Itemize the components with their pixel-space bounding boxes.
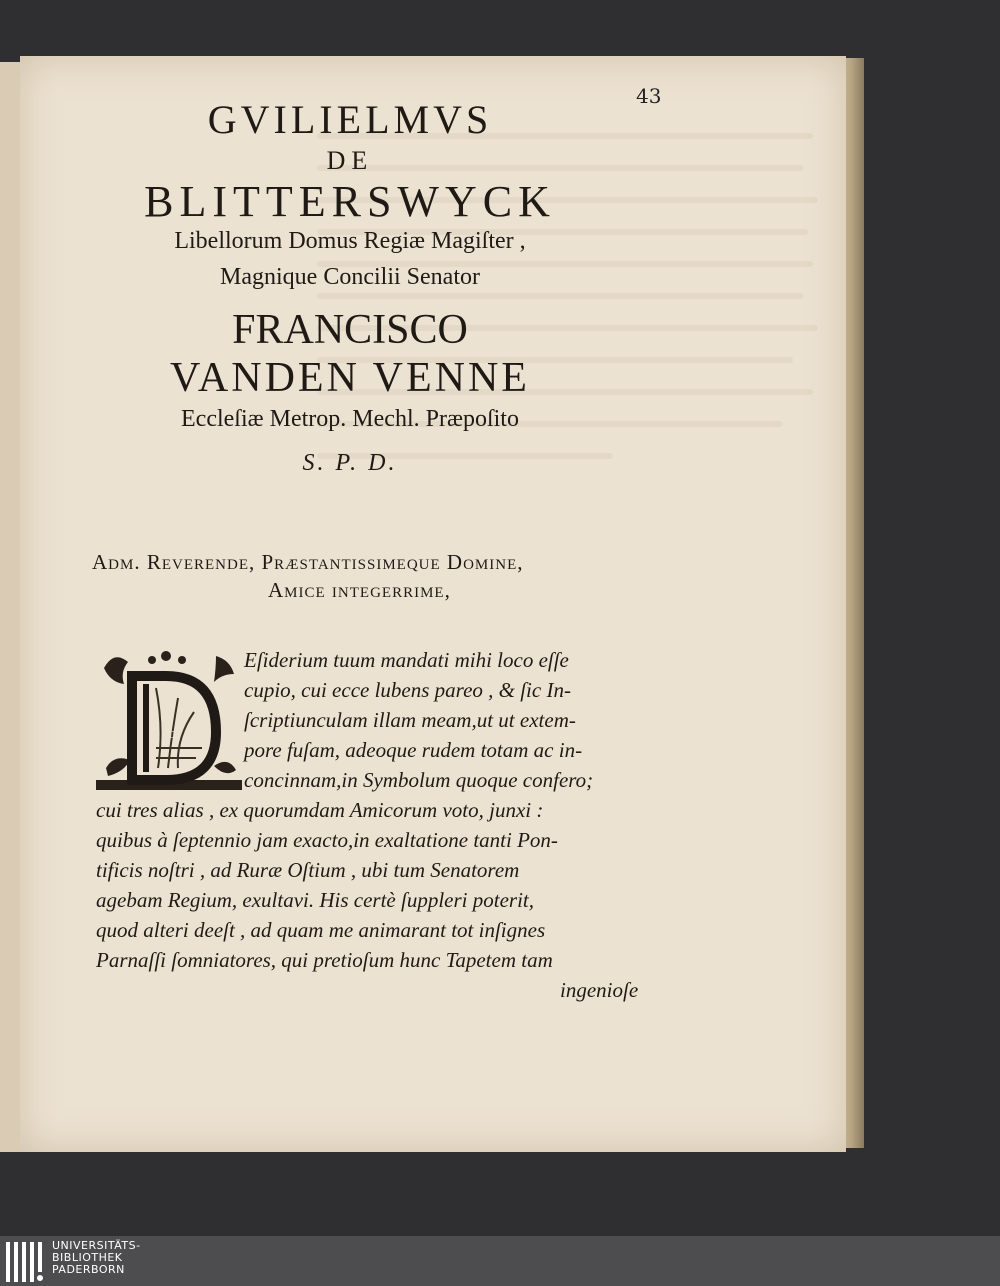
initial-letter: D [169,730,177,741]
title-de: DE [326,146,374,175]
decorated-initial [96,648,242,790]
library-name-line-2: BIBLIOTHEK [52,1251,123,1264]
body-line-10: quod alteri deeſt , ad quam me animarant tot inſignes [96,918,546,942]
title-office: Libellorum Domus Regiæ Magiſter , [174,228,526,254]
body-line-4: pore fuſam, adeoque rudem totam ac in- [244,738,583,762]
library-name-line-3: PADERBORN [52,1263,125,1276]
body-line-9: agebam Regium, exultavi. His certè ſuppleri poterit, [96,888,534,912]
book-page [20,56,846,1152]
recipient-last-name: VANDEN VENNE [170,355,530,401]
salutation-line-2: Amice integerrime, [268,578,451,602]
body-line-7: quibus à ſeptennio jam exacto,in exaltatione tanti Pon- [96,828,558,852]
recipient-office: Eccleſiæ Metrop. Mechl. Præpoſito [181,406,519,432]
title-name-first: GVILIELMVS [207,97,493,142]
greeting-abbrev: S. P. D. [302,450,398,476]
library-name [52,1240,141,1276]
page-number: 43 [636,84,662,108]
body-line-5: concinnam,in Symbolum quoque confero; [244,768,594,792]
library-name-line-1: UNIVERSITÄTS- [52,1239,141,1252]
body-line-6: cui tres alias , ex quorumdam Amicorum voto, junxi : [96,798,544,822]
catchword: ingenioſe [560,978,639,1002]
title-senator: Magnique Concilii Senator [220,264,480,290]
library-logo-icon [4,1242,46,1282]
initial-ornament-icon [96,648,242,790]
body-line-2: cupio, cui ecce lubens pareo , & ſic In- [244,678,571,702]
library-footer [0,1236,1000,1286]
salutation-line-1: Adm. Reverende, Præstantissimeque Domine, [92,550,524,574]
body-line-11: Parnaſſi ſomniatores, qui pretioſum hunc Tapetem tam [96,948,553,972]
recipient-first-name: FRANCISCO [232,307,468,353]
body-line-1: Eſiderium tuum mandati mihi loco eſſe [244,648,569,672]
body-line-3: ſcriptiunculam illam meam,ut ut extem- [244,708,576,732]
body-line-8: tificis noſtri , ad Ruræ Oſtium , ubi tum Senatorem [96,858,520,882]
title-name-last: BLITTERSWYCK [144,177,556,226]
